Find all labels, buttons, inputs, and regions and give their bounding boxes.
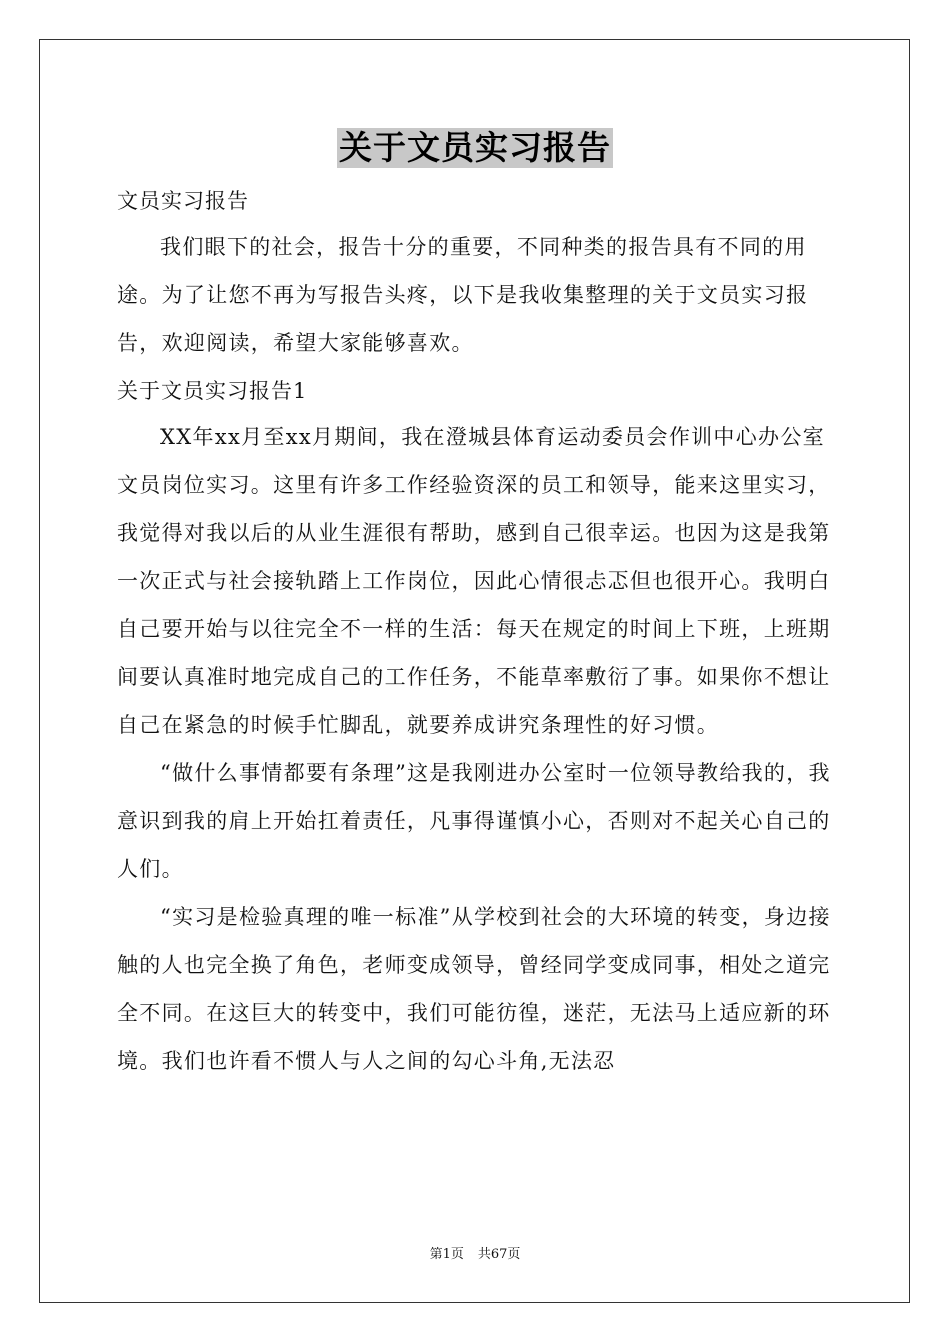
page-number: 第1页 xyxy=(429,1247,464,1262)
total-pages: 共67页 xyxy=(477,1247,521,1262)
document-title: 关于文员实习报告 xyxy=(339,128,611,167)
body-paragraph: 我们眼下的社会，报告十分的重要，不同种类的报告具有不同的用途。为了让您不再为写报告头疼，以下是我收集整理的关于文员实习报告，欢迎阅读，希望大家能够喜欢。 xyxy=(117,235,809,355)
body-paragraph: XX年xx月至xx月期间，我在澄城县体育运动委员会作训中心办公室文员岗位实习。这里有许多工作经验资深的员工和领导，能来这里实习，我觉得对我以后的从业生涯很有帮助，感到自己很幸运。也因为这是我第一次正式与社会接轨踏上工作岗位，因此心情很忐忑但也很开心。我明白自己要开始与以往完全不一样的生活：每天在规定的时间上下班，上班期间要认真准时地完成自己的工作任务，不能草率敷衍了事。如果你不想让自己在紧急的时候手忙脚乱，就要养成讲究条理性的好习惯。 xyxy=(117,425,831,737)
page-footer xyxy=(0,1246,950,1264)
body-paragraph: “实习是检验真理的唯一标准”从学校到社会的大环境的转变，身边接触的人也完全换了角色，老师变成领导，曾经同学变成同事，相处之道完全不同。在这巨大的转变中，我们可能彷徨，迷茫，无法马上适应新的环境。我们也许看不惯人与人之间的勾心斗角,无法忍 xyxy=(117,905,831,1073)
body-paragraph: “做什么事情都要有条理”这是我刚进办公室时一位领导教给我的，我意识到我的肩上开始扛着责任，凡事得谨慎小心，否则对不起关心自己的人们。 xyxy=(117,761,831,881)
section-heading: 关于文员实习报告1 xyxy=(117,379,308,403)
document-body xyxy=(117,177,833,1085)
section-heading: 文员实习报告 xyxy=(117,189,249,213)
title-container xyxy=(0,128,950,168)
